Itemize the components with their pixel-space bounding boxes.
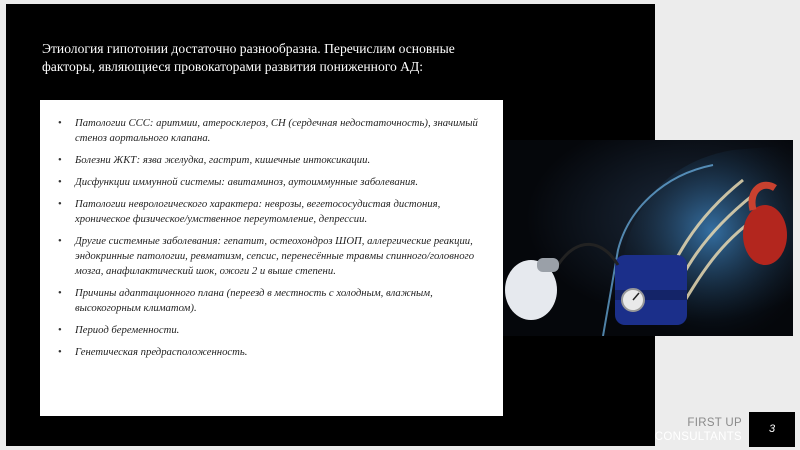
brand-line-2: CONSULTANTS [654,431,742,443]
bullet-icon: • [58,176,62,188]
list-item-text: Патологии неврологического характера: неврозы, вегетососудистая дистония, хроническое физическое/умственное переутомление, депрессии. [75,198,441,225]
list-item [58,175,491,190]
bullet-icon: • [58,117,62,129]
bullet-icon: • [58,198,62,210]
bulb-icon [537,258,559,272]
list-item-text: Другие системные заболевания: гепатит, остеохондроз ШОП, аллергические реакции, эндокринные патологии, ревматизм, сепсис, перенесённые травмы спинного/головного мозга, анафилактический шок, ожоги 2 и выше степени. [75,235,475,277]
list-item [58,116,491,146]
list-item [58,234,491,279]
brand-line-1: FIRST UP [687,417,742,429]
list-item-text: Причины адаптационного плана (переезд в местность с холодным, влажным, высокогорным климатом). [75,287,433,314]
list-item-text: Дисфункции иммунной системы: авитаминоз, аутоиммунные заболевания. [75,176,418,188]
list-item-text: Период беременности. [75,324,180,336]
list-item [58,286,491,316]
list-item-text: Болезни ЖКТ: язва желудка, гастрит, кишечные интоксикации. [75,154,371,166]
list-item [58,323,491,338]
bullet-icon: • [58,287,62,299]
list-item [58,197,491,227]
factors-list [40,100,503,360]
heart-icon [743,205,787,265]
brand-logo-text [560,416,742,444]
factors-card [40,100,503,416]
list-item [58,153,491,168]
list-item-text: Генетическая предрасположенность. [75,346,248,358]
bp-tube [558,244,618,265]
slide-heading: Этиология гипотонии достаточно разнообразна. Перечислим основные факторы, являющиеся провокаторами развития пониженного АД: [42,41,455,74]
list-item [58,345,491,360]
list-item-text: Патологии ССС: аритмии, атеросклероз, СН (сердечная недостаточность), значимый стеноз аортального клапана. [75,117,478,144]
bullet-icon: • [58,346,62,358]
bullet-icon: • [58,154,62,166]
blood-pressure-illustration-svg [503,140,793,336]
page-number: 3 [749,412,795,447]
bullet-icon: • [58,324,62,336]
bullet-icon: • [58,235,62,247]
blood-pressure-illustration [503,140,793,336]
